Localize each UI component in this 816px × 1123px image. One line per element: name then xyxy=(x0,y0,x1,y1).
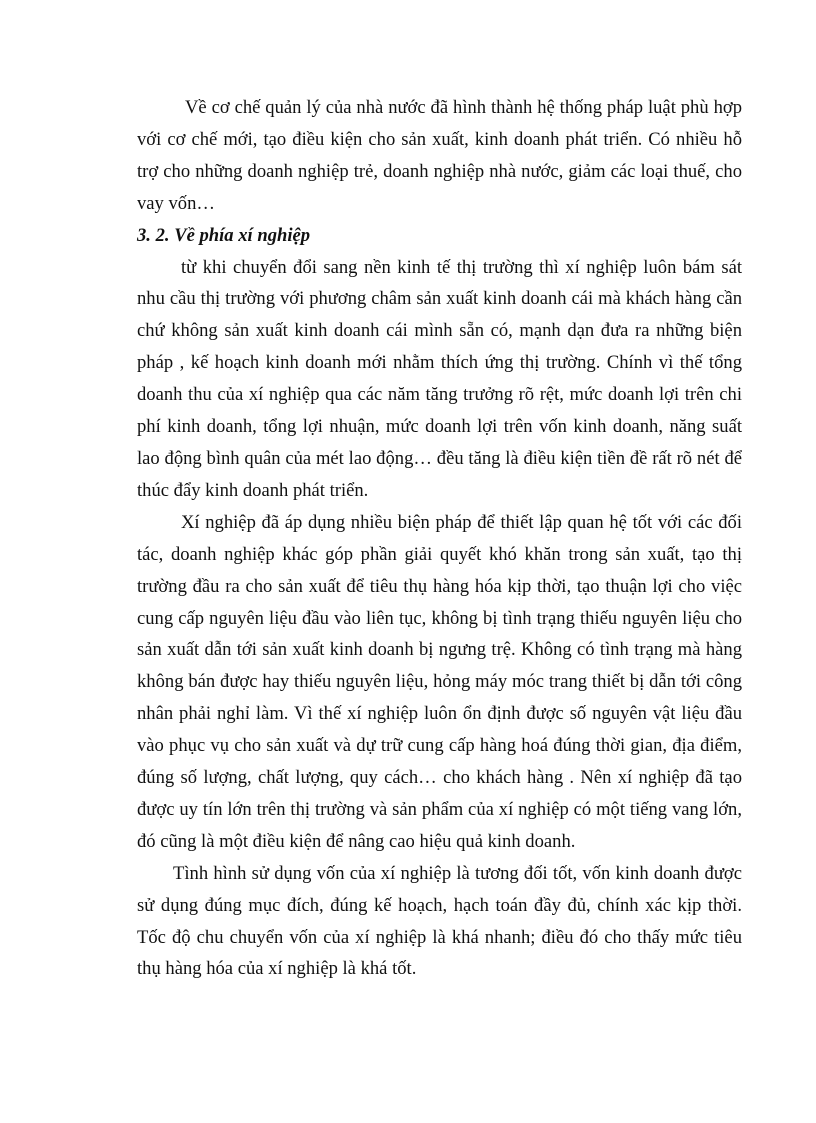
section-heading: 3. 2. Về phía xí nghiệp xyxy=(137,224,311,246)
paragraph-capital-usage: Tình hình sử dụng vốn của xí nghiệp là tương đối tốt, vốn kinh doanh được sử dụng đúng mục đích, đúng kế hoạch, hạch toán đầy đủ, chính xác kịp thời. Tốc độ chu chuyển vốn của xí nghiệp là khá nhanh; điều đó cho thấy mức tiêu thụ hàng hóa của xí nghiệp là khá tốt. xyxy=(137,862,742,980)
document-body xyxy=(137,92,742,985)
paragraph-market-transition: từ khi chuyển đổi sang nền kinh tế thị trường thì xí nghiệp luôn bám sát nhu cầu thị trường với phương châm sản xuất kinh doanh cái mà khách hàng cần chứ không sản xuất kinh doanh cái mình sẵn có, mạnh dạn đưa ra những biện pháp , kế hoạch kinh doanh mới nhằm thích ứng thị trường. Chính vì thế tổng doanh thu của xí nghiệp qua các năm tăng trưởng rõ rệt, mức doanh lợi trên chi phí kinh doanh, tổng lợi nhuận, mức doanh lợi trên vốn kinh doanh, năng suất lao động bình quân của mét lao động… đều tăng là điều kiện tiền đề rất rõ nét để thúc đẩy kinh doanh phát triển. xyxy=(137,256,742,501)
paragraph-state-mechanism: Về cơ chế quản lý của nhà nước đã hình thành hệ thống pháp luật phù hợp với cơ chế mới, tạo điều kiện cho sản xuất, kinh doanh phát triển. Có nhiều hỗ trợ cho những doanh nghiệp trẻ, doanh nghiệp nhà nước, giảm các loại thuế, cho vay vốn… xyxy=(137,97,742,214)
paragraph-partner-relations: Xí nghiệp đã áp dụng nhiều biện pháp để thiết lập quan hệ tốt với các đối tác, doanh nghiệp khác góp phần giải quyết khó khăn trong sản xuất, tạo thị trường đầu ra cho sản xuất để tiêu thụ hàng hóa kịp thời, tạo thuận lợi cho việc cung cấp nguyên liệu đầu vào liên tục, không bị tình trạng thiếu nguyên liệu cho sản xuất dẫn tới sản xuất kinh doanh bị ngưng trệ. Không có tình trạng mà hàng không bán được hay thiếu nguyên liệu, hỏng máy móc trang thiết bị dẫn tới công nhân phải nghỉ làm. Vì thế xí nghiệp luôn ổn định được số nguyên vật liệu đầu vào phục vụ cho sản xuất và dự trữ cung cấp hàng hoá đúng thời gian, địa điểm, đúng số lượng, chất lượng, quy cách… cho khách hàng . Nên xí nghiệp đã tạo được uy tín lớn trên thị trường và sản phẩm của xí nghiệp có một tiếng vang lớn, đó cũng là một điều kiện để nâng cao hiệu quả kinh doanh. xyxy=(137,511,742,852)
